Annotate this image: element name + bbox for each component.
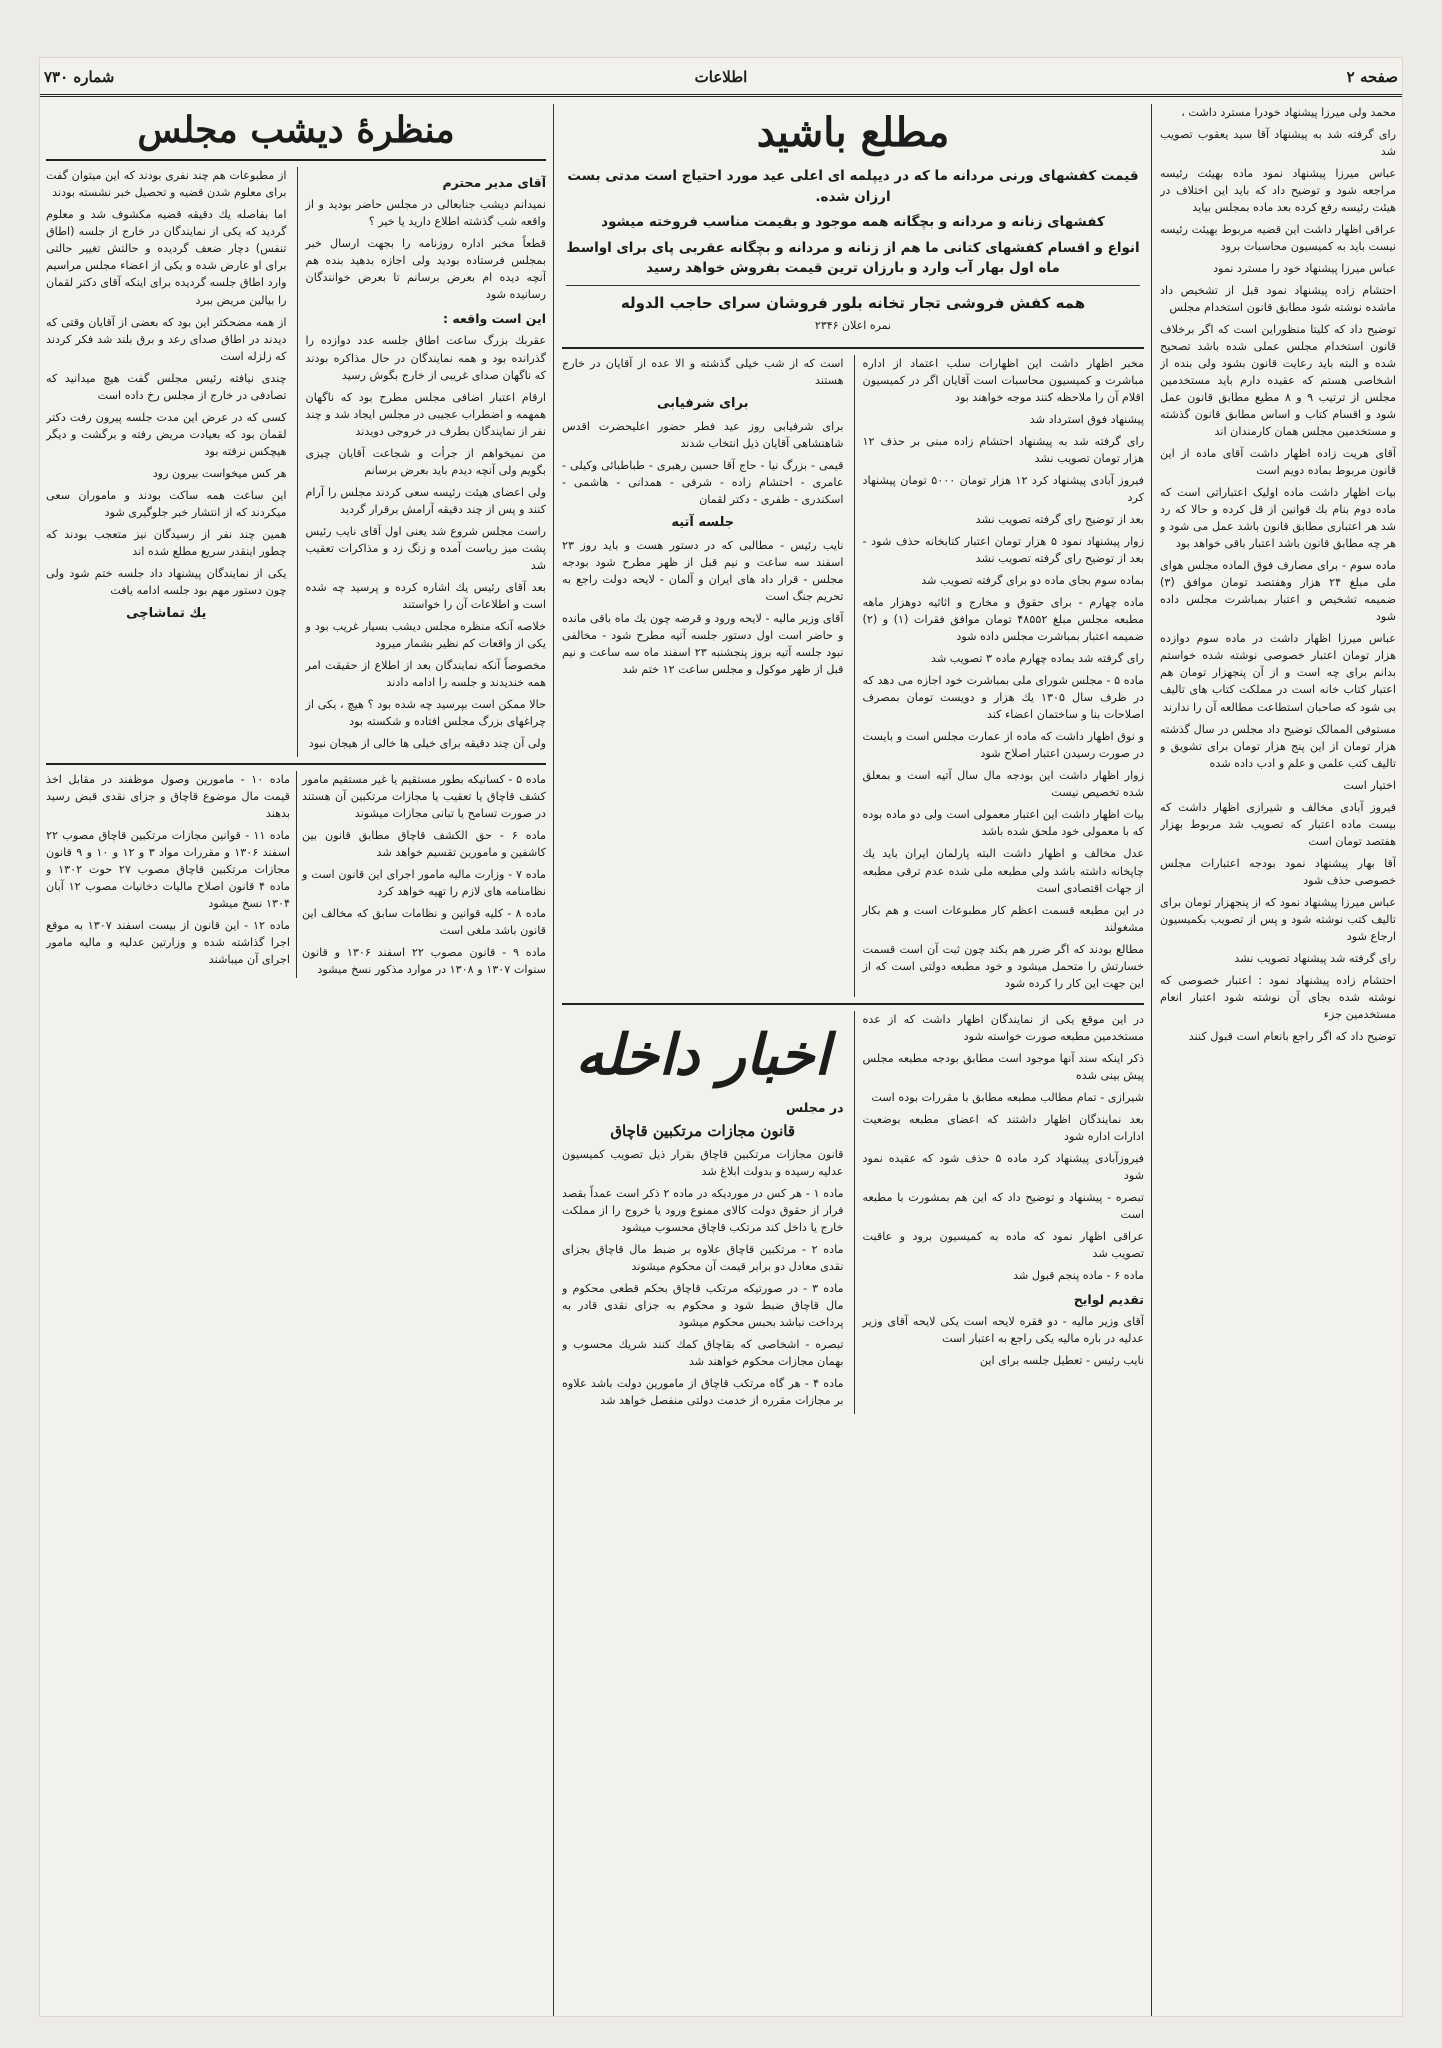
akhbar-dakhele-heading: اخبار داخله <box>575 1021 830 1088</box>
paragraph: پیشنهاد فوق استرداد شد <box>1029 413 1144 427</box>
divider <box>46 159 546 161</box>
paragraph: بیات اظهار داشت ماده اولیک اعتباراتی است که ماده دوم بنام بك قوانین از قل کرده و حالا که رد شد هر اعتباری مطابق قانون باشد عمل می شود و هر چه مطابق قانون باشد اعتبار باقی خواهد بود <box>1160 486 1396 551</box>
ad-number: نمره اعلان ۲۳۴۶ <box>814 319 892 333</box>
paragraph: عباس میرزا پیشنهاد خود را مسترد نمود <box>1213 262 1396 276</box>
left-sub-text-2 <box>562 418 844 508</box>
paragraph: بیات اظهار داشت این اعتبار معمولی است ولی دو ماده بوده که با معمولی خود ملحق شده باشد <box>862 808 1144 839</box>
left-law-text <box>46 771 546 978</box>
center-lower-left <box>562 1011 844 1415</box>
left-sub-text <box>562 355 844 389</box>
ad-box <box>562 164 1144 341</box>
paragraph: قطعاً مخبر اداره روزنامه را بجهت ارسال خبر بمجلس فرستاده بودید ولی اجازه بدهید بنده هم آنچه دیده ام بعرض برسانم تا بعرض خوانندگان رسانیده شود <box>305 237 546 302</box>
paragraph: ماده ۳ - در صورتیکه مرتکب قاچاق بحکم قطعی محکوم و مال قاچاق ضبط شود و محکوم به جزای نقدی قادر به پرداخت نباشد بحبس محکوم میشود <box>562 1282 844 1330</box>
center-upper-left <box>562 355 844 997</box>
paragraph: آقای وزیر مالیه - دو فقره لایحه است یکی لایحه آقای وزیر عدلیه در باره مالیه یکی راجع به اعتبار است <box>862 1314 1144 1345</box>
paragraph: قیمی - بزرگ نیا - حاج آقا حسین رهبری - طباطبائی وکیلی - عامری - احتشام زاده - شرفی - همدانی - هاشمی - اسکندری - ظفری - دکتر لقمان <box>562 458 844 506</box>
left-column-text <box>46 167 287 598</box>
paragraph: آقای وزیر مالیه - لایحه ورود و قرضه چون یك ماه باقی مانده و حاضر است اول دستور جلسه آتیه مطرح شود - مخالفی نبود جلسه آتیه بروز پنجشنبه ۲۳ اسفند ماه سه ساعت و نیم قبل از ظهر موکول و مجلس ساعت ۱۲ ختم شد <box>562 611 844 676</box>
paragraph: این ساعت همه ساکت بودند و ماموران سعی میکردند که از انتشار خبر جلوگیری شود <box>46 488 287 519</box>
paragraph: راست مجلس شروع شد یعنی اول آقای نایب رئیس پشت میز ریاست آمده و زنگ زد و مذاکرات تعقیب شد <box>305 524 546 572</box>
paragraph: است که از شب خیلی گذشته و الا عده از آقایان در خارج هستند <box>562 357 844 388</box>
paragraph: رای گرفته شد پیشنهاد تصویب نشد <box>1234 951 1396 965</box>
paragraph: رای گرفته شد به پیشنهاد احتشام زاده مبنی بر حذف ۱۲ هزار تومان تصویب نشد <box>862 435 1144 466</box>
center-column <box>562 104 1144 2016</box>
right-column-text <box>1160 104 1396 1045</box>
paragraph: نمیدانم دیشب جنابعالی در مجلس حاضر بودید و از واقعه شب گذشته اطلاع دارید یا خیر ؟ <box>305 198 546 229</box>
divider <box>562 347 1144 349</box>
inst-head: این است واقعه : <box>443 311 546 327</box>
center-lower <box>562 1011 1144 1415</box>
law-title: قانون مجازات مرتکبین قاچاق <box>610 1122 796 1141</box>
page-number: صفحه ۲ <box>1346 68 1398 86</box>
paragraph: ارقام اعتبار اضافی مجلس مطرح بود که ناگهان همهمه و اضطراب عجیبی در مجلس ایجاد شد و چند نفر از نمایندگان بطرف در خروجی دویدند <box>305 390 546 438</box>
center-lower-right <box>854 1011 1145 1415</box>
paragraph: ماده ۹ - قانون مصوب ۲۲ اسفند ۱۳۰۶ و قانون سنوات ۱۳۰۷ و ۱۳۰۸ در موارد مذکور نسخ میشود <box>302 945 546 976</box>
paragraph: احتشام زاده پیشنهاد نمود : اعتبار خصوصی که نوشته شده بجای آن نوشته شود اعتبار انعام مستخدمین جزء <box>1160 973 1396 1021</box>
left-upper-right <box>297 167 547 756</box>
paragraph: ماده ۲ - مرتکبین قاچاق علاوه بر ضبط مال قاچاق بجزای نقدی معادل دو برابر قیمت آن محکوم میشوند <box>562 1243 844 1274</box>
paragraph: فیروز آبادی پیشنهاد کرد ۱۲ هزار تومان ۵۰۰۰ تومان پیشنهاد کرد <box>862 474 1144 505</box>
paragraph: ماده ۱۱ - قوانین مجازات مرتکبین قاچاق مصوب ۲۲ اسفند ۱۳۰۶ و مقررات مواد ۳ و ۱۲ و ۱۰ و ۹ قانون مجازات مرتکبین قاچاق مصوب ۲۷ حوت ۱۳۰۲ و ماده ۴ قانون اصلاح مالیات دخانیات مصوب ۱۲ آبان ۱۳۰۴ نسخ میشود <box>46 828 291 910</box>
paragraph: خلاصه آنکه منظره مجلس دیشب بسیار غریب بود و یکی از واقعات کم نظیر بشمار میرود <box>305 619 546 650</box>
paragraph: عباس میرزا اظهار داشت در ماده سوم دوازده هزار تومان اعتبار خصوصی نوشته شده خواستم بدانم برای چه است و از آن پنجهزار تومان هم اعتبار کتاب خانه است در مملکت کتاب های تالیف بی شود که صاحبان استطاعت مطالعه آن را ندارند <box>1160 632 1396 714</box>
ad-lines <box>566 166 1140 279</box>
paragraph: بعد نمایندگان اظهار داشتند که اعضای مطبعه بوضعیت ادارات اداره شود <box>862 1112 1144 1143</box>
left-column <box>46 104 546 2016</box>
paragraph: مطالع بودند که اگر ضرر هم بکند چون ثبت آن است قسمت خسارتش را متحمل میشود و خود مطبعه دولتی است که از این جهت این کار را کرده شود <box>862 942 1144 990</box>
left-upper-left <box>46 167 287 756</box>
paragraph: کفشهای زنانه و مردانه و بچگانه همه موجود و بقیمت مناسب فروخته میشود <box>601 214 1105 231</box>
paragraph: قانون مجازات مرتکبین قاچاق بقرار ذیل تصویب کمیسیون عدلیه رسیده و بدولت ابلاغ شد <box>562 1148 844 1179</box>
paragraph: در این مطبعه قسمت اعظم کار مطبوعات است و هم بکار مشغولند <box>862 903 1144 934</box>
paragraph: عباس میرزا پیشنهاد نمود ماده بهیئت رئیسه مراجعه شود و توضیح داد که باید این اختلاف در هیئت رئیسه رفع کرده بعد ماده بمجلس بیاید <box>1160 167 1396 215</box>
masthead <box>40 58 1402 97</box>
paragraph: یکی از نمایندگان پیشنهاد داد جلسه ختم شود ولی چون دستور مهم بود جلسه ادامه یافت <box>46 566 287 597</box>
column-divider <box>553 104 554 2016</box>
paragraph: عدل مخالف و اظهار داشت البته پارلمان ایران باید یك چاپخانه داشته باشد ولی مطبعه ملی شده عدم ترقی مطبعه از جهات اقتصادی است <box>862 847 1144 895</box>
ad-bottom: همه کفش فروشی تجار تخانه بلور فروشان سرای حاجب الدوله <box>620 293 1086 312</box>
paragraph: انواع و اقسام کفشهای کتانی ما هم از زنانه و مردانه و بچگانه عقربی پای برای اواسط ماه اول بهار آب وارد و بارزان ترین قیمت بفروش خواهد رسید <box>566 239 1140 277</box>
paragraph: نایب رئیس - تعطیل جلسه برای این <box>979 1353 1144 1367</box>
paragraph: ماده ۱۰ - مامورین وصول موظفند در مقابل اخذ قیمت مال موضوع قاچاق و جزای نقدی قبض رسید بدهند <box>46 772 290 820</box>
paragraph: ماده چهارم - برای حقوق و مخارج و اثاثیه دوهزار ماهه مطبعه مجلس مبلغ ۴۸۵۵۲ تومان موافق فقرات (۱) و (۲) ضمیمه اعتبار بمباشرت مجلس داده شود <box>862 596 1144 644</box>
dar-majlis: در مجلس <box>786 1100 844 1116</box>
column-divider <box>1151 104 1152 2016</box>
left-sub-text-3 <box>562 537 844 678</box>
signature: یك تماشاچی <box>126 605 207 621</box>
paragraph: ماده ۱ - هر کس در موردیکه در ماده ۲ ذکر است عمداً بقصد فرار از حقوق دولت کالای ممنوع ورود یا خروج را از مملکت خارج یا داخل کند مرتکب قاچاق محسوب میشود <box>562 1187 844 1235</box>
kadim-head: تقدیم لوایح <box>1073 1291 1144 1307</box>
majlis-title: منظرهٔ دیشب مجلس <box>137 109 455 151</box>
paragraph: بعد از توضیح رای گرفته تصویب نشد <box>975 513 1144 527</box>
paragraph: عباس میرزا پیشنهاد نمود که از پنجهزار تومان برای تالیف کتب نوشته شود و پس از تصویب بکمیسیون ارجاع شود <box>1160 895 1396 943</box>
paragraph: از همه مضحکتر این بود که بعضی از آقایان وقتی که دیدند در اطاق صدای رعد و برق بلند شد فکر کردند که زلزله است <box>46 315 287 363</box>
right-column <box>1160 104 1396 2016</box>
paragraph: بماده سوم بجای ماده دو برای گرفته تصویب شد <box>921 574 1144 588</box>
paragraph: اما بفاصله یك دقیقه قضیه مکشوف شد و معلوم گردید که یکی از نمایندگان در خارج از جلسه (اطاق تنفس) دچار ضعف گردیده و حالتش تغییر حالتی برای او عارض شده و یکی از اعضاء مجلس مراسیم وارد اطاق جلسه گردیده برای اینکه آقای دکتر لقمان را بیالین مریض ببرد <box>46 208 287 307</box>
paragraph: عراقی اظهار داشت این قضیه مربوط بهیئت رئیسه نیست باید به کمیسیون محاسبات برود <box>1160 223 1396 254</box>
law-text <box>562 1146 844 1409</box>
paragraph: ماده ۵ - کسانیکه بطور مستقیم یا غیر مستقیم مامور کشف قاچاق یا تعقیب یا مجازات مرتکبین آن هستند در صورت تسامح یا تبانی مجازات میشوند <box>302 772 546 820</box>
paragraph: آقای هریت زاده اظهار داشت آقای ماده از این قانون مربوط بماده دویم است <box>1160 447 1396 478</box>
paragraph: برای شرفیابی روز عید فطر حضور اعلیحضرت اقدس شاهنشاهی آقایان ذیل انتخاب شدند <box>562 419 844 450</box>
paragraph: زوار اظهار داشت این بودجه مال سال آتیه است و بمعلق شده تخصیص نیست <box>862 769 1144 800</box>
paragraph: ماده ۴ - هر گاه مرتکب قاچاق از مامورین دولت باشد علاوه بر مجازات مقرره از خدمت دولتی منفصل خواهد شد <box>562 1377 844 1408</box>
inst-text <box>306 332 547 751</box>
paragraph: شیرازی - تمام مطالب مطبعه مطابق با مقررات بوده است <box>871 1090 1144 1104</box>
left-upper <box>46 167 546 756</box>
section-head-sharafyabi: برای شرفیابی <box>657 396 749 412</box>
paragraph: نایب رئیس - مطالبی که در دستور هست و باید روز ۲۳ اسفند سه ساعت و نیم قبل از ظهر مطرح شود بودجه مجلس - قرار داد های ایران و آلمان - لایحه دولت راجع به تحریم جنگ است <box>562 538 844 603</box>
paragraph: ماده ۵ - مجلس شورای ملی بمباشرت خود اجازه می دهد که در ظرف سال ۱۳۰۵ یك هزار و دویست تومان بمصرف اصلاحات بنا و ساختمان اعضاء کند <box>862 674 1144 722</box>
editor-head: آقای مدیر محترم <box>442 175 546 191</box>
paragraph: عراقی اظهار نمود که ماده به کمیسیون برود و عاقبت تصویب شد <box>862 1229 1144 1260</box>
ad-title: مطلع باشید <box>756 109 950 156</box>
paragraph: زوار پیشنهاد نمود ۵ هزار تومان اعتبار کتابخانه حذف شود - بعد از توضیح رای گرفته تصویب نشد <box>862 535 1144 566</box>
paragraph: حالا ممکن است بپرسید چه شده بود ؟ هیچ ، یکی از چراغهای بزرگ مجلس افتاده و شکسته بود <box>305 697 546 728</box>
paragraph: ولی آن چند دقیقه برای خیلی ها خالی از هیجان نبود <box>308 736 546 750</box>
issue-number: شماره ۷۳۰ <box>44 68 115 86</box>
paragraph: توضیح داد که کلیتا منظوراین است که اگر برخلاف قانون استخدام مجلس عملی شده باشد تصحیح شده و البته باید رعایت قانون بشود ولی بنده از اشخاصی هستم که عقیده دارم باید مستخدمین مجلس از ترتیب ۹ و ۸ مطیع مطابق قانون عمل شود و اقسام کتاب و اساس مطابق قانون گذشته و مستخدمین مجلس همان کارمندان اند <box>1160 323 1396 439</box>
center-upper <box>562 355 1144 997</box>
paragraph: ماده ۱۲ - این قانون از بیست اسفند ۱۳۰۷ به موقع اجرا گذاشته شده و وزارتین عدلیه و مالیه مامور اجرای آن میباشند <box>46 918 290 966</box>
paragraph: ماده ۶ - حق الکشف قاچاق مطابق قانون بین کاشفین و مامورین تقسیم خواهد شد <box>302 828 546 859</box>
paragraph: بعد آقای رئیس یك اشاره کرده و پرسید چه شده است و اطلاعات آن را خواستند <box>305 580 546 611</box>
paragraph: چندی نیافته رئیس مجلس گفت هیچ میدانید که تصادفی در خارج از مجلس رخ داده است <box>46 371 287 402</box>
paragraph: و نوق اظهار داشت که ماده از عمارت مجلس است و بایست در صورت رسیدن اعتبار اصلاح شود <box>862 730 1144 761</box>
paragraph: محمد ولی میرزا پیشنهاد خودرا مسترد داشت ، <box>1181 106 1396 119</box>
paragraph: مخصوصاً آنکه نمایندگان بعد از اطلاع از حقیقت امر همه خندیدند و جلسه را ادامه دادند <box>305 658 546 689</box>
paragraph: ذکر اینکه سند آنها موجود است مطابق بودجه مطبعه مجلس پیش بینی شده <box>862 1051 1144 1082</box>
paragraph: کسی که در عرض این مدت جلسه پیرون رفت دکتر لقمان بود که بعیادت مریض رفته و برگشت و دیگر هیچکس نرفته بود <box>46 410 287 458</box>
paragraph: ماده سوم - برای مصارف فوق الماده مجلس هوای ملی مبلغ ۲۴ هزار وهفتصد تومان موافق (۳) ضمیمه تشخیص و اعتبار بمباشرت مجلس داده شود <box>1160 559 1396 624</box>
paragraph: ولی اعضای هیئت رئیسه سعی کردند مجلس را آرام کنند و پس از چند دقیقه آرامش برقرار گردید <box>305 485 546 516</box>
paragraph: تبصره - پیشنهاد و توضیح داد که این هم بمشورت با مطبعه است <box>862 1190 1144 1221</box>
section-head-jalase: جلسه آتیه <box>671 514 735 530</box>
paragraph: مخبر اظهار داشت این اظهارات سلب اعتماد از اداره مباشرت و کمیسیون محاسبات است آقایان اگر در کمیسیون اقلام آن را ملاحظه کنند موجه خواهند بود <box>862 357 1144 405</box>
divider <box>566 285 1140 286</box>
divider <box>46 763 546 765</box>
paragraph: فیروز آبادی مخالف و شیرازی اظهار داشت که بیست ماده اعتبار که تصویب شد مربوط بهزار هفتصد تومان است <box>1160 800 1396 848</box>
paragraph: من نمیخواهم از جرأت و شجاعت آقایان چیزی بگویم ولی آنچه دیدم باید بعرض برسانم <box>305 446 546 477</box>
paragraph: رای گرفته شد به پیشنهاد آقا سید یعقوب تصویب شد <box>1160 128 1396 159</box>
paragraph: آقا بهار پیشنهاد نمود بودجه اعتبارات مجلس خصوصی حذف شود <box>1160 856 1396 887</box>
kadim-text <box>863 1313 1145 1369</box>
center-upper-right <box>854 355 1145 997</box>
paragraph: تبصره - اشخاصی که بقاچاق کمك کنند شریك محسوب و بهمان مجازات محکوم خواهند شد <box>562 1338 844 1369</box>
paragraph: همین چند نفر از رسیدگان نیز متعجب بودند که چطور اینقدر سریع مطلع شده اند <box>46 527 287 558</box>
paragraph: احتشام زاده پیشنهاد نمود قبل از تشخیص داد ماشده نوشته شود مطابق قانون استخدام مجلس <box>1160 284 1396 315</box>
paragraph: عقربك بزرگ ساعت اطاق جلسه عدد دوازده را گذرانده بود و همه نمایندگان در حال مذاکره بودند که ناگهان صدای غریبی از خارج بگوش رسید <box>305 334 546 382</box>
paragraph: مستوفی الممالک توضیح داد مجلس در سال گذشته هزار تومان از این پنج هزار تومان برای تشویق و تالیف کتب علمی و علم و ادب داده شده <box>1160 722 1396 770</box>
divider <box>562 1003 1144 1005</box>
paragraph: در این موقع یکی از نمایندگان اظهار داشت که از عده مستخدمین مطبعه صورت خواسته شود <box>862 1012 1144 1043</box>
paragraph: ماده ۷ - وزارت مالیه مامور اجرای این قانون است و نظامنامه های لازم را تهیه خواهد کرد <box>302 867 546 898</box>
paragraph: قیمت کفشهای ورنی مردانه ما که در دیپلمه ای اعلی عید مورد احتیاج است مدتی بست ارزان شده. <box>567 168 1139 205</box>
paper-name: اطلاعات <box>694 68 748 86</box>
right-bottom-text <box>863 1011 1145 1284</box>
paragraph: فیروزآبادی پیشنهاد کرد ماده ۵ حذف شود که عقیده نمود شود <box>862 1151 1144 1182</box>
editor-text <box>306 196 547 303</box>
paragraph: اختیار است <box>1343 778 1396 792</box>
paragraph: از مطبوعات هم چند نفری بودند که این میتوان گفت برای معلوم شدن قضیه و تحصیل خبر نشسته بودند <box>46 169 287 200</box>
paragraph: ماده ۸ - کلیه قوانین و نظامات سابق که مخالف این قانون باشد ملغی است <box>302 906 546 937</box>
paragraph: توضیح داد که اگر راجع بانعام است قبول کنند <box>1188 1029 1396 1043</box>
paragraph: هر کس میخواست بیرون رود <box>152 466 287 480</box>
paragraph: رای گرفته شد بماده چهارم ماده ۳ تصویب شد <box>930 652 1144 666</box>
paragraph: ماده ۶ - ماده پنجم قبول شد <box>1013 1268 1144 1282</box>
newspaper-page <box>40 58 1402 2016</box>
